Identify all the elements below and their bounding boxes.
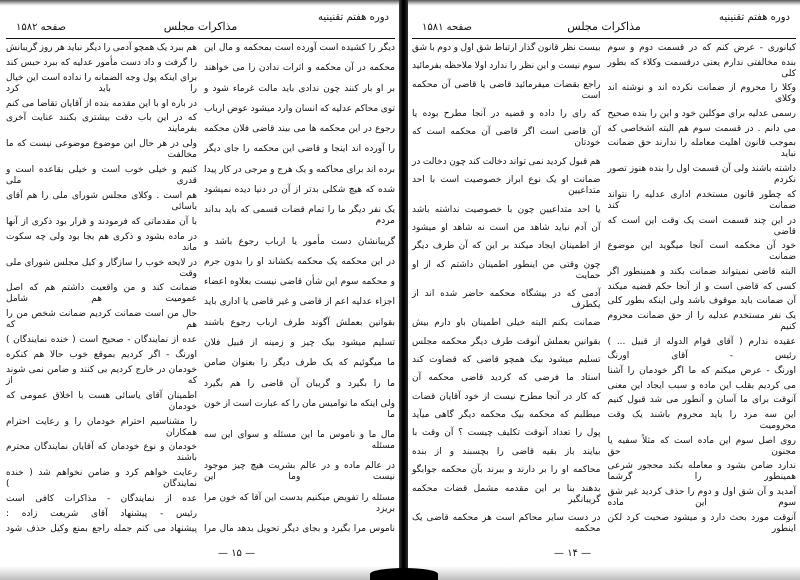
text-line: اورنگ - عرض میکنم که ما اگر خودمان را آشنا [607,366,796,376]
header-rule [412,38,796,39]
text-line: ندارد ضامن بشود و معامله بکند محجور شرعی همینطور را گرشما [607,461,796,483]
text-line: عقیده ندارم ( آقای قوام الدوله از قبیل ... ) [607,336,796,347]
text-line: در ماده بشود و ذکری هم بجا بود ولی چه سکوت ماند [6,231,197,253]
text-line: بیست نظر قانون گذار ارتباط شق اول و دوم با شق [412,43,601,53]
text-line: گریبانشان دست مأمور یا ارباب رجوع باشد و [204,236,395,247]
text-line: آنوقت برای ما آسان و آنطور می شد قبول کنیم [607,395,796,406]
text-line: کنیم و خیلی خوب است و خیلی بقاعده است و قدری ملی [6,165,197,187]
text-line: سوم نیست و این نظر را ندارد اولا ملاحظه بفرمائید [412,61,601,72]
text-line: آن آدم نباید شاهد من است نه شاهد او میشود [412,222,601,233]
text-line: یک نفر مستخدم عدلیه را از حق ضمانت محروم کنیم [607,310,796,332]
book-spine-base [370,568,438,580]
text-line: را مشناسیم احترام خودمان را و رعایت احترام همکاران [6,416,197,438]
text-line: که چطور قانون مستخدم اداری عدلیه را نتواند ضمانت کند [607,189,796,211]
text-line: محاکمه او را بر دارند و ببرند بآن محکمه جوابگو [412,465,601,476]
session-label: دوره هفتم تقنینیه [719,12,790,23]
text-line: رئیس - آقای اورنگ [607,351,796,362]
page-header [412,8,796,36]
text-line: رجوع در این محکمه ها می بیند قاضی فلان محکمه [204,124,395,135]
text-line: هم ببرد یک همچو آدمی را دیگر نباید هر روز گریبانش [6,43,197,53]
text-line: یا احد متداعیین چون با خصوصیت نداشته باشد [412,204,601,215]
text-line: در این محکمه یک محکمه بکشاند او را بدون جرم [204,256,395,267]
text-line: آنوقت مورد بحث دارد و میشود صحبت کرد لکن اینطور [607,512,796,534]
text-line: یک نفر دیگر ما را تمام قضات قسمی که باید بداند مردم [204,205,395,227]
page-header [6,8,395,36]
text-line: پول را تعداد آنوقت تکلیف چیست ؟ آن وقت با [412,428,601,439]
text-line: ناموس مرا بگیرد و بجای دیگر تحویل بدهد مال مرا [204,523,395,534]
text-line: بدهند بنا بر این مقدمه مشمل قضات محکمه گریبانگیر [412,483,601,505]
text-line: رعایت خواهم کرد و ضامن نخواهم شد ( خنده نمایندگان ) [6,468,197,490]
text-column-left [412,43,601,535]
text-line: راجع بقضات میفرمائید قاضی یا قاضی آن محکمه است [412,79,601,101]
page-number: صفحه ۱۵۸۲ [16,22,67,33]
text-column-left [6,43,197,535]
text-line: هم است . وکلای مجلس شورای ملی را هم آقای یاسائی [6,191,197,213]
text-line: کسی که قاضی است و از آنجا حکم قضیه میکند [607,281,796,292]
text-line: در دست سایر محاکم است هر محکمه قاضی یک محکمه [412,512,601,534]
text-line: می کردیم بقلب این ماده و سبب ایجاد این معنی [607,380,796,391]
text-line: استاد ما فرضی که کردید قاضی محکمه آن [412,373,601,384]
text-line: تسلیم میشود بیک همچو قاضی که قضاوت کند [412,355,601,366]
text-columns [6,43,395,535]
text-line: ولی در هر حال این موضوع موضوعی نیست که ما مخالفت [6,139,197,161]
text-line: بموجب قانون اهلیت معامله را ندارند حق ضمانت نباید [607,138,796,160]
text-line: و محکمه سوم این شأن قاضی نیست بعلاوه اعضاء [204,277,395,288]
text-line: مال ما و ناموس ما این مسئله و سوای این سه مسئله [204,430,395,452]
text-line: ولی اینکه ما نوامیس مان را که عبارت است از خون ما [204,398,395,420]
text-line: آن قاضی است اگر قاضی آن محکمه است که خودتان [412,127,601,149]
text-line: محکمه در آن محکمه و اثرات ندادن را می خواهند [204,63,395,74]
text-line: می دانم . در قسمت سوم هم البته اشخاصی که [607,123,796,134]
text-line: آن ضمانت باید موقوف باشد ولی اینکه بطور کلی [607,296,796,307]
left-page [6,8,395,564]
page-footer-number: — ۱۴ — [554,548,592,559]
text-line: پیشنهاد می کنم جمله راجع بمنع وکیل حذف شود [6,523,197,534]
text-line: در عالم ماده و در عالم بشریت هیچ چیز موجود نیست وما این [204,461,395,483]
page-number: صفحه ۱۵۸۱ [422,22,473,33]
text-column-right [204,43,395,535]
text-line: آمدید و آن شق اول و دوم را حذف کردید غیر شق سوم این ماده [607,487,796,509]
text-line: ما میگوئیم که یک طرف دیگر را بعنوان ضامن [204,358,395,369]
text-line: این سه مرد را باید محروم باشند یک وقت محرومیت [607,410,796,432]
text-line: برده اند برای محاکمه و یک هرج و مرجی در کار پیدا [204,164,395,175]
text-line: شده که هیچ شکلی بدتر از آن در دنیا دیده نمیشود [204,184,395,195]
book-spine-gutter [399,0,408,580]
page-title: مذاکرات مجلس [567,20,641,33]
text-line: اورنگ - اگر کردیم بموقع خوب حالا هم کنکره [6,350,197,361]
text-line: توی محاکم عدلیه که انسان وارد میشود عوض ارباب [204,103,395,114]
text-line: بقوانین بعملش آنوقت طرف دیگر محکمه مجلس [412,336,601,347]
text-line: اجزاء عدلیه اعم از قاضی و غیر قاضی یا اداری باید [204,297,395,308]
text-line: در باره او با این مقدمه بنده از آقایان تقاضا می کنم [6,98,197,109]
text-line: تسلیم میشود بیک چیز و زمینه از قبیل فلان [204,337,395,348]
text-line: داشته باشند ولی آن قسمت اول را بنده هنوز تصور نکردم [607,164,796,186]
text-line: اطمینان آقای یاسائی هست با اخلاق عمومی که خودمان [6,390,197,412]
right-page [412,8,796,564]
text-line: وکلا را محروم از ضمانت نکرده اند و نوشته اند وکلای [607,83,796,105]
text-line: بنده مخالفتی ندارم یعنی درقسمت وکلاء که بطور کلی [607,57,796,79]
text-line: بیایند باز بقیه قاضی را بچسبند و از بنده [412,446,601,457]
text-line: که رای را داده و قضیه در آنجا مطرح بوده یا [412,109,601,120]
text-line: هم قبول کردید نمی تواند دخالت کند چون دخالت در [412,156,601,167]
text-line: در لایحه خوب را سازگار و کیل مجلس شورای ملی وقت [6,257,197,279]
text-line: ضمانت او یک نوع ابراز خصوصیت است با احد متداعیین [412,175,601,197]
text-line: خود آن محکمه است آنجا میگوید این موضوع ضمانت [607,241,796,263]
text-line: ما را بگیرد و گریبان آن قاضی را هم بگیرد [204,378,395,389]
text-line: کیانوری - عرض کنم که در قسمت دوم و سوم [607,43,796,53]
text-line: آدمی که در بیشگاه محکمه حاضر شده اند از یکطرف [412,288,601,310]
text-column-right [608,43,797,535]
text-line: از اطمینان ایجاد میکند بر این که آن طرف دیگر [412,241,601,252]
text-line: که در این باب دقت بیشتری بکنند عنایت آخری بفرمایند [6,113,197,135]
text-line: بقوانین بعملش آگوند طرف ارباب رجوع باشند [204,317,395,328]
text-line: البته قاضی نمیتواند ضمانت بکند و همینطور اگر [607,266,796,277]
text-line: در این چند قسمت است یک وقت این است که قاضی [607,215,796,237]
session-label: دوره هفتم تقنینیه [318,12,389,23]
text-line: خودمان در خارج کردیم بی کنند و ضامن نمی شوند که از [6,364,197,386]
text-line: میطلبم که محکمه بیک محکمه دیگر گاهی میآید [412,410,601,421]
text-line: رسمی عدلیه برای موکلین خود و این را بنده صحیح [607,109,796,120]
text-line: را گرفت و داد دست مأمور عدلیه که ببرد حبس کند [6,57,197,68]
text-line: ضمانت کند و من واقعیت داشتم هم که اصل عمومیت هم شامل [6,283,197,305]
text-line: عده از نمایندگان - صحیح است ( خنده نمایندگان ) [6,335,197,346]
text-line: مسئله را تفویض میکنیم بدست این آقا که خون مرا بریزد [204,492,395,514]
header-rule [6,38,395,39]
page-footer-number: — ۱۵ — [218,548,256,559]
text-line: برای اینکه پول وجه الضمانه را نداده است این خیال را باید کرد [6,72,197,94]
text-line: با آن مقدماتی که فرمودند و قرار بود ذکری از آنها [6,216,197,227]
text-line: عده از نمایندگان - مذاکرات کافی است [6,494,197,505]
text-line: ضمانت بکنم البته خیلی اطمینان باو دارم بیش [412,318,601,329]
text-line: روی اصل سوم این ماده است که مثلاً سفیه یا مجنون حق [607,435,796,457]
text-line: خودمان و نوع خودمان که آقایان نمایندگان محترم باشند [6,442,197,464]
text-line: را آورده اند اینجا و قاضی این محکمه را جای دیگر [204,144,395,155]
text-line: دیگر را کشیده است آورده است بمحکمه و مال این [204,43,395,53]
text-columns [412,43,796,535]
text-line: که کار در آنجا مطرح نیست از خود آقایان قضات [412,391,601,402]
text-line: رئیس - پیشنهاد آقای شریعت زاده : [6,509,197,520]
text-line: بر او بار کنند چون ندادی باید مالت غرماء شود و [204,83,395,94]
page-title: مذاکرات مجلس [163,20,238,33]
text-line: چون وقتی من اینطور اطمینان داشتم که از او حمایت [412,259,601,281]
text-line: حال من است ضمانت کردیم ضمانت شخص من را هم که [6,309,197,331]
